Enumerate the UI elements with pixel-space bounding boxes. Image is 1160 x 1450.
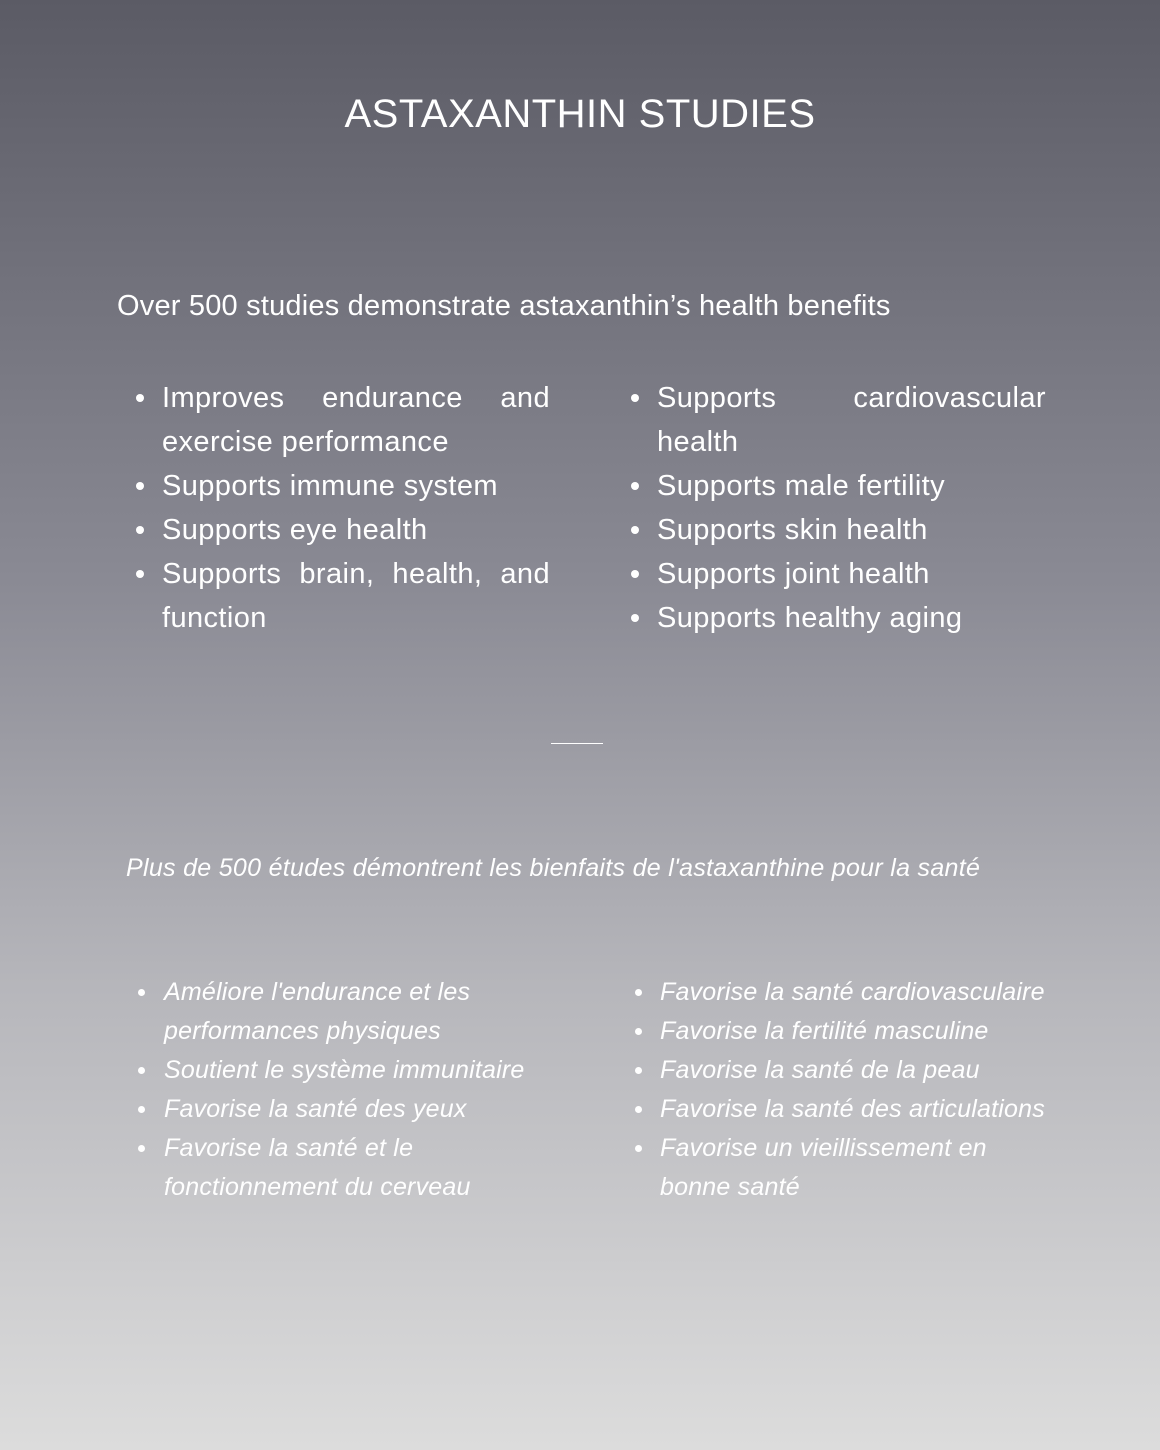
list-item: Supports brain, health, and function — [117, 552, 550, 640]
list-item: Favorise la santé des articulations — [620, 1090, 1060, 1129]
list-item: Supports skin health — [612, 508, 1046, 552]
english-benefits-right — [612, 376, 1046, 640]
list-item: Supports male fertility — [612, 464, 1046, 508]
list-item: Supports healthy aging — [612, 596, 1046, 640]
list-item: Improves endurance and exercise performance — [117, 376, 550, 464]
english-benefits-left — [117, 376, 550, 640]
section-divider — [551, 743, 603, 744]
list-item: Supports eye health — [117, 508, 550, 552]
french-intro: Plus de 500 études démontrent les bienfaits de l'astaxanthine pour la santé — [126, 854, 981, 882]
list-item: Favorise la fertilité masculine — [620, 1012, 1060, 1051]
list-item: Favorise la santé et le fonctionnement du cerveau — [124, 1129, 594, 1207]
list-item: Soutient le système immunitaire — [124, 1051, 594, 1090]
list-item: Favorise un vieillissement en bonne santé — [620, 1129, 1060, 1207]
french-benefits-right — [620, 973, 1060, 1207]
list-item: Favorise la santé des yeux — [124, 1090, 594, 1129]
list-item: Favorise la santé cardiovasculaire — [620, 973, 1060, 1012]
french-benefits-left — [124, 973, 594, 1207]
list-item: Favorise la santé de la peau — [620, 1051, 1060, 1090]
english-intro: Over 500 studies demonstrate astaxanthin’s health benefits — [117, 290, 891, 322]
list-item: Supports cardiovascular health — [612, 376, 1046, 464]
list-item: Améliore l'endurance et les performances physiques — [124, 973, 594, 1051]
list-item: Supports joint health — [612, 552, 1046, 596]
page-title: ASTAXANTHIN STUDIES — [344, 92, 816, 136]
list-item: Supports immune system — [117, 464, 550, 508]
